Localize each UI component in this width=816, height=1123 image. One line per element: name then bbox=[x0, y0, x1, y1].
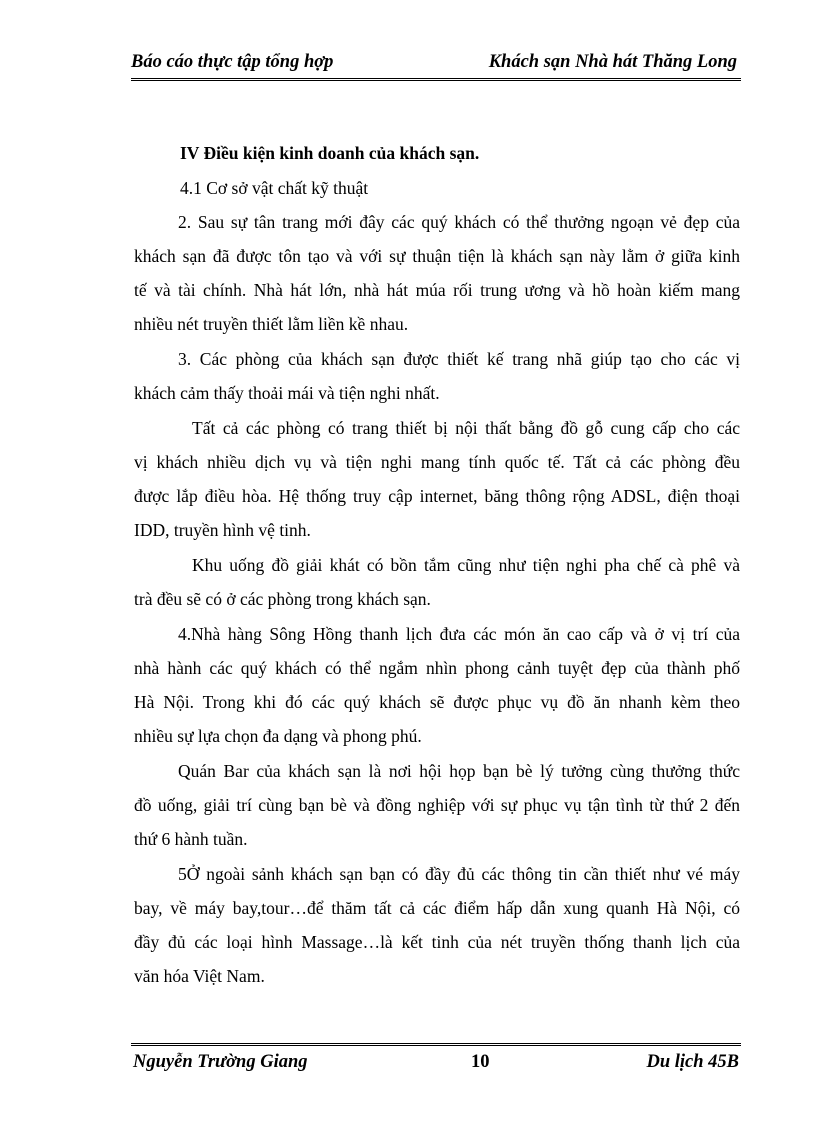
paragraph-line: IDD, truyền hình vệ tinh. bbox=[134, 520, 311, 540]
page-header bbox=[131, 50, 741, 81]
paragraph-line: Quán Bar của khách sạn là nơi hội họp bạn bè lý tưởng cùng thưởng thức bbox=[178, 761, 740, 781]
paragraph-line: tế và tài chính. Nhà hát lớn, nhà hát múa rối trung ương và hồ hoàn kiếm mang bbox=[134, 280, 740, 300]
paragraph-line: đầy đủ các loại hình Massage…là kết tinh của nét truyền thống thanh lịch của bbox=[134, 932, 740, 952]
paragraph-line: nhiều sự lựa chọn đa dạng và phong phú. bbox=[134, 726, 422, 746]
paragraph-line: đồ uống, giải trí cùng bạn bè và đồng nghiệp với sự phục vụ tận tình từ thứ 2 đến bbox=[134, 795, 740, 815]
paragraph-line: bay, về máy bay,tour…để thăm tất cả các điểm hấp dẫn xung quanh Hà Nội, có bbox=[134, 898, 740, 918]
footer-author: Nguyễn Trường Giang bbox=[133, 1052, 308, 1072]
header-hotel-name: Khách sạn Nhà hát Thăng Long bbox=[488, 52, 737, 72]
section-title: IV Điều kiện kinh doanh của khách sạn. bbox=[180, 143, 480, 163]
paragraph-line: nhà hành các quý khách có thể ngắm nhìn phong cảnh tuyệt đẹp của thành phố bbox=[134, 658, 740, 678]
footer-course: Du lịch 45B bbox=[646, 1052, 739, 1072]
paragraph-line: nhiều nét truyền thiết lằm liền kề nhau. bbox=[134, 314, 409, 334]
paragraph-line: khách sạn đã được tôn tạo và với sự thuận tiện là khách sạn này lằm ở giữa kinh bbox=[134, 246, 740, 266]
header-report-title: Báo cáo thực tập tổng hợp bbox=[131, 52, 334, 72]
paragraph-line: 2. Sau sự tân trang mới đây các quý khách có thể thưởng ngoạn vẻ đẹp của bbox=[178, 212, 740, 232]
paragraph-line: văn hóa Việt Nam. bbox=[134, 966, 265, 986]
paragraph-line: được lắp điều hòa. Hệ thống truy cập internet, băng thông rộng ADSL, điện thoại bbox=[134, 486, 740, 506]
subsection-title: 4.1 Cơ sở vật chất kỹ thuật bbox=[180, 178, 369, 198]
paragraph-line: Hà Nội. Trong khi đó các quý khách sẽ được phục vụ đồ ăn nhanh kèm theo bbox=[134, 692, 740, 712]
paragraph-line: vị khách nhiều dịch vụ và tiện nghi mang tính quốc tế. Tất cả các phòng đều bbox=[134, 452, 740, 472]
paragraph-line: 4.Nhà hàng Sông Hồng thanh lịch đưa các món ăn cao cấp và ở vị trí của bbox=[178, 624, 740, 644]
paragraph-line: Tất cả các phòng có trang thiết bị nội thất bằng đồ gỗ cung cấp cho các bbox=[192, 418, 740, 438]
paragraph-line: 3. Các phòng của khách sạn được thiết kế trang nhã giúp tạo cho các vị bbox=[178, 349, 740, 369]
paragraph-line: thứ 6 hành tuần. bbox=[134, 829, 248, 849]
page-footer bbox=[131, 1043, 741, 1080]
paragraph-line: Khu uống đồ giải khát có bồn tắm cũng như tiện nghi pha chế cà phê và bbox=[192, 555, 740, 575]
paragraph-line: 5Ở ngoài sảnh khách sạn bạn có đầy đủ các thông tin cần thiết như vé máy bbox=[178, 864, 740, 884]
paragraph-line: trà đều sẽ có ở các phòng trong khách sạn. bbox=[134, 589, 431, 609]
paragraph-line: khách cảm thấy thoải mái và tiện nghi nhất. bbox=[134, 383, 440, 403]
page-number: 10 bbox=[471, 1052, 490, 1072]
